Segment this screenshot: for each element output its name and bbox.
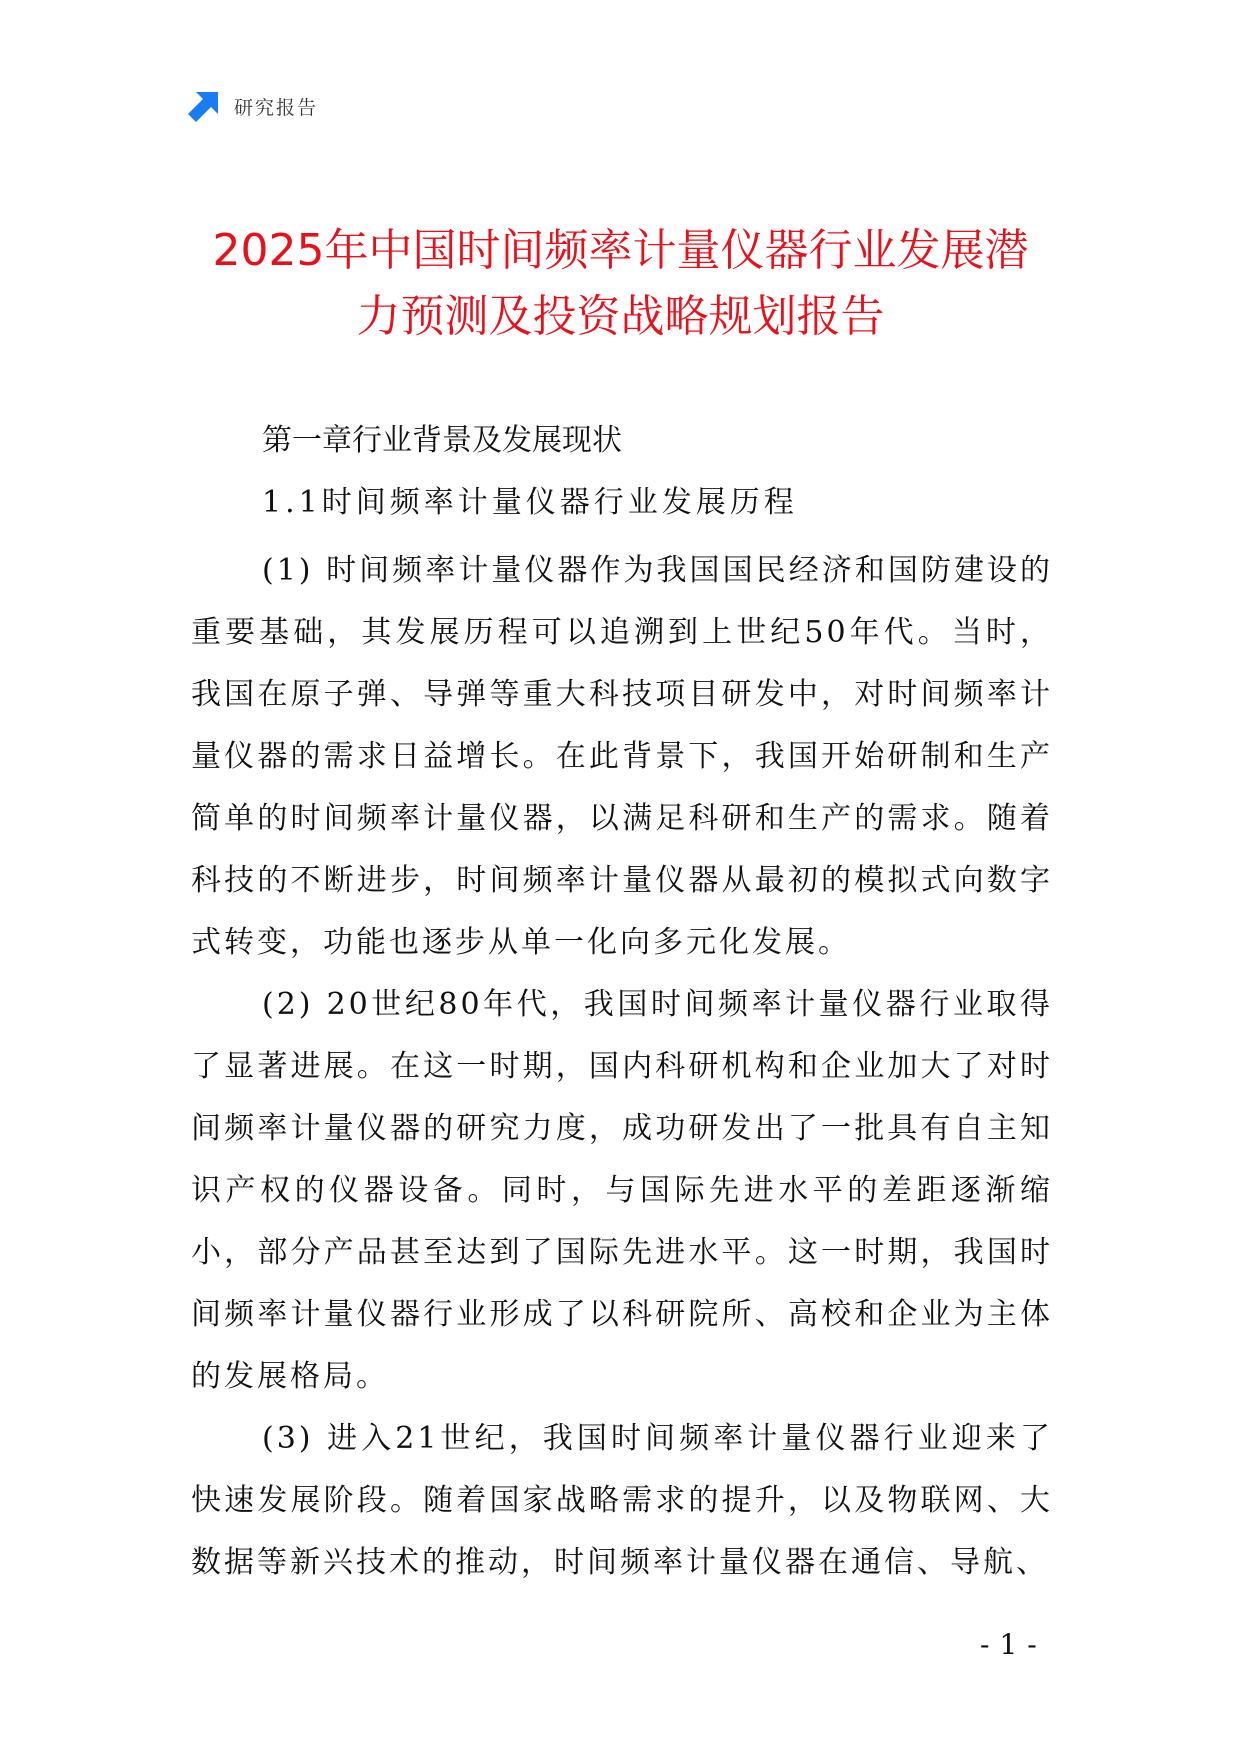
page-number: -1- (980, 1628, 1047, 1661)
body-text (191, 540, 1053, 1594)
paragraph-2: (2) 20世纪80年代，我国时间频率计量仪器行业取得了显著进展。在这一时期，国内科研机构和企业加大了对时间频率计量仪器的研究力度，成功研发出了一批具有自主知识产权的仪器设备。同时，与国际先进水平的差距逐渐缩小，部分产品甚至达到了国际先进水平。这一时期，我国时间频率计量仪器行业形成了以科研院所、高校和企业为主体的发展格局。 (191, 987, 1053, 1394)
paragraph-1: (1) 时间频率计量仪器作为我国国民经济和国防建设的重要基础，其发展历程可以追溯到上世纪50年代。当时，我国在原子弹、导弹等重大科技项目研发中，对时间频率计量仪器的需求日益增长。在此背景下，我国开始研制和生产简单的时间频率计量仪器，以满足科研和生产的需求。随着科技的不断进步，时间频率计量仪器从最初的模拟式向数字式转变，功能也逐步从单一化向多元化发展。 (191, 553, 1053, 960)
header-label: 研究报告 (234, 96, 319, 119)
report-title-line-1: 2025年中国时间频率计量仪器行业发展潜 (212, 225, 1029, 276)
chapter-heading: 第一章行业背景及发展现状 (262, 423, 622, 458)
arrow-up-right-icon (188, 90, 220, 122)
report-title (150, 218, 1091, 350)
paragraph-3: (3) 进入21世纪，我国时间频率计量仪器行业迎来了快速发展阶段。随着国家战略需求的提升，以及物联网、大数据等新兴技术的推动，时间频率计量仪器在通信、导航、 (191, 1421, 1053, 1580)
section-heading: 1.1时间频率计量仪器行业发展历程 (262, 485, 798, 520)
report-title-line-2: 力预测及投资战略规划报告 (356, 291, 885, 342)
report-header (188, 90, 318, 122)
